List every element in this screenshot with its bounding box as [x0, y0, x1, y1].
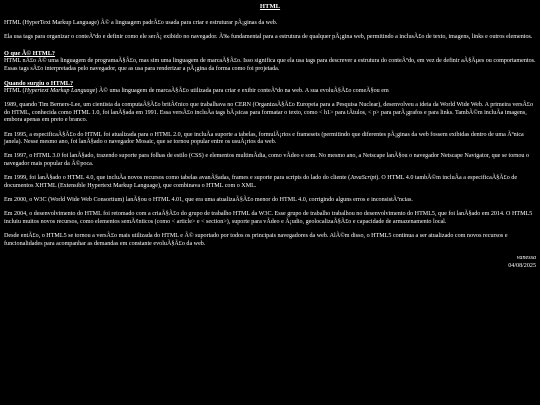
- what-is-text: HTML nÃ£o Ã© uma linguagem de programaÃ§Ã£o, mas sim uma linguagem de marcaÃ§Ã£o. Isso significa que ela usa tags para descrever a estrutura do conteÃºdo, em vez de definir aÃ§Ãµes ou comportamentos. Essas tags sÃ£o interpretadas pelo navegador, que as usa para renderizar a pÃ¡gina da forma como foi projetada.: [4, 58, 536, 72]
- history-lead-emphasis: Hypertext Markup Language: [24, 87, 96, 94]
- history-lead: [4, 88, 536, 96]
- history-1999-a: Em 1999, foi lanÃ§ado o HTML 4.0, que incluÃa novos recursos como tabelas avanÃ§adas, frames e suporte para scripts do lado do cliente (: [4, 175, 351, 182]
- intro-paragraph-2: Ela usa tags para organizar o conteÃºdo e definir como ele serÃ¡ exibido no navegador. Ã‰ fundamental para a estrutura de qualquer pÃ¡gina web, permitindo a inclusÃ£o de texto, imagens, links e outros elementos.: [4, 34, 533, 41]
- signature-name: vanessa: [516, 254, 536, 261]
- history-2000: Em 2000, o W3C (World Wide Web Consortium) lanÃ§ou o HTML 4.01, que era uma atualizaÃ§Ã£o menor do HTML 4.0, corrigindo alguns erros e inconsistÃªncias.: [4, 197, 413, 204]
- signature-block: [4, 255, 536, 270]
- history-lead-suffix: ) Ã© uma linguagem de marcaÃ§Ã£o utilizada para criar e exibir conteÃºdo na web. A sua evoluÃ§Ã£o comeÃ§ou em: [95, 87, 389, 94]
- intro-paragraph-1: HTML (HyperText Markup Language) Ã© a linguagem padrÃ£o usada para criar e estruturar pÃ¡ginas da web.: [4, 20, 278, 27]
- history-1997: Em 1997, o HTML 3.0 foi lanÃ§ado, trazendo suporte para folhas de estilo (CSS) e elementos multimÃdia, como vÃdeo e som. No mesmo ano, a Netscape lanÃ§ou o navegador Netscape Navigator, que se tornou o navegador mais popular da Ã©poca.: [4, 153, 529, 168]
- history-since: Desde entÃ£o, o HTML5 se tornou a versÃ£o mais utilizada do HTML e Ã© suportado por todos os principais navegadores da web. AlÃ©m disso, o HTML5 continua a ser atualizado com novos recursos e funcionalidades para acompanhar as demandas em constante evoluÃ§Ã£o da web.: [4, 233, 508, 247]
- history-section: [4, 80, 536, 249]
- history-1989: 1989, quando Tim Berners-Lee, um cientista da computaÃ§Ã£o britÃ¢nico que trabalhava no CERN (OrganizaÃ§Ã£o Europeia para a Pesquisa Nuclear), desenvolveu a ideia da World Wide Web. A primeira versÃ£o do HTML, conhecida como HTML 1.0, foi lanÃ§ada em 1991. Essa versÃ£o incluÃa tags bÃ¡sicas para formatar o texto, como < h1> para tÃtulos, < p> para parÃ¡grafos e para links. TambÃ©m incluÃa imagens, embora apenas em preto e branco.: [4, 102, 534, 124]
- history-1999-b: ). O HTML 4.0 tambÃ©m incluÃa a especificaÃ§Ã£o de documentos XHTML (Extensible Hypertext Markup Language), que combinava o HTML com o XML.: [4, 175, 518, 189]
- page-title: HTML: [259, 3, 281, 10]
- what-is-section: [4, 50, 536, 73]
- history-1995: Em 1995, a especificaÃ§Ã£o do HTML foi atualizada para o HTML 2.0, que incluÃa suporte a tabelas, formulÃ¡rios e framesets (permitindo que diferentes pÃ¡ginas da web fossem exibidas dentro de uma Ãºnica janela). Nesse mesmo ano, foi lanÃ§ado o navegador Mosaic, que se tornou popular entre os usuÃ¡rios da web.: [4, 131, 524, 146]
- signature-date: 04/08/2025: [508, 262, 536, 269]
- history-lead-prefix: HTML (: [4, 87, 25, 94]
- history-1999: [4, 175, 536, 190]
- history-heading: Quando surgiu o HTML?: [4, 79, 74, 87]
- what-is-heading: O que Ã© HTML?: [4, 50, 56, 58]
- history-1999-emphasis: JavaScript: [350, 175, 377, 182]
- history-2004: Em 2004, o desenvolvimento do HTML foi retomado com a criaÃ§Ã£o do grupo de trabalho HTML da W3C. Esse grupo de trabalho trabalhou no desenvolvimento do HTML5, que foi lanÃ§ado em 2014. O HTML5 incluiu muitos novos recursos, como elementos semÃ¢nticos (como < article> e < section>), suporte para vÃdeo e Ã¡udio, geolocalizaÃ§Ã£o e capacidade de armazenamento local.: [4, 211, 533, 225]
